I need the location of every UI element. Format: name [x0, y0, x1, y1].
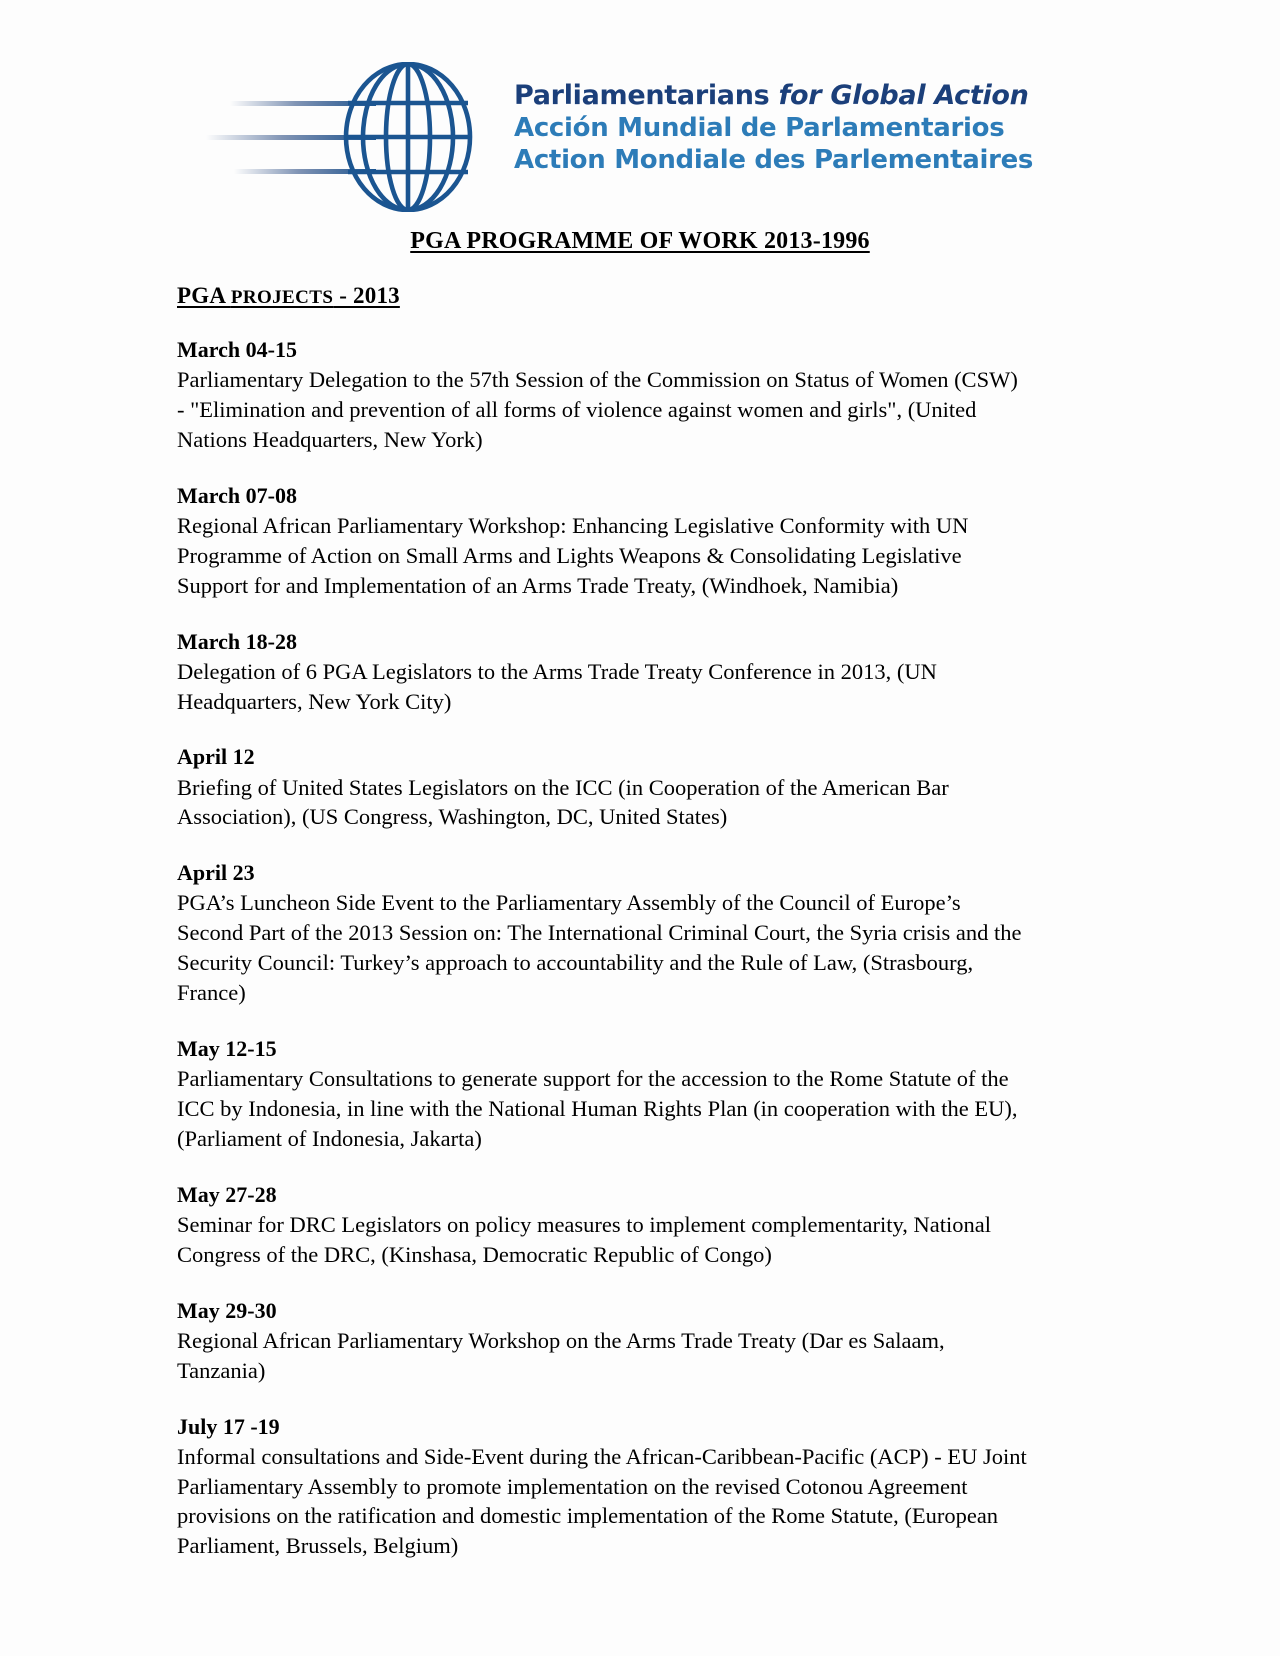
document-body [177, 283, 1029, 1587]
programme-entry [177, 742, 1029, 832]
section-heading-part1: PGA [177, 283, 231, 308]
section-heading [177, 283, 1029, 309]
programme-entry [177, 1034, 1029, 1154]
logo-line-french: Action Mondiale des Parlementaires [514, 145, 1034, 175]
page-title [0, 228, 1280, 255]
entry-description: Regional African Parliamentary Workshop on the Arms Trade Treaty (Dar es Salaam, Tanzania) [177, 1327, 945, 1383]
logo-wordmark [514, 82, 1033, 173]
entry-description: Delegation of 6 PGA Legislators to the Arms Trade Treaty Conference in 2013, (UN Headquarters, New York City) [177, 658, 937, 714]
logo-line-spanish: Acción Mundial de Parlamentarios [514, 113, 1005, 143]
programme-entry [177, 1180, 1029, 1270]
globe-logo-icon [206, 62, 506, 212]
entry-description: Informal consultations and Side-Event during the African-Caribbean-Pacific (ACP) - EU Joint Parliamentary Assembly to promote implementation on the revised Cotonou Agreement provisions on the ratification and domestic implementation of the Rome Statute, (European Parliament, Brussels, Belgium) [177, 1443, 1027, 1559]
entry-date: May 29-30 [177, 1297, 277, 1323]
entry-date: May 12-15 [177, 1036, 277, 1062]
logo-line1-part1: Parliamentarians [514, 80, 779, 111]
programme-entry [177, 627, 1029, 717]
entry-description: Briefing of United States Legislators on the ICC (in Cooperation of the American Bar Association), (US Congress, Washington, DC, United States) [177, 774, 949, 830]
programme-entry [177, 1296, 1029, 1386]
programme-entry [177, 1412, 1029, 1562]
entry-description: Seminar for DRC Legislators on policy measures to implement complementarity, National Congress of the DRC, (Kinshasa, Democratic Republic of Congo) [177, 1211, 991, 1267]
logo-line-english [514, 82, 1033, 109]
entry-date: July 17 -19 [177, 1413, 280, 1439]
entry-date: April 23 [177, 860, 255, 886]
section-heading-part3: - 2013 [333, 283, 400, 308]
entry-date: May 27-28 [177, 1181, 277, 1207]
programme-entry [177, 858, 1029, 1008]
entry-description: Regional African Parliamentary Workshop: Enhancing Legislative Conformity with UN Programme of Action on Small Arms and Lights Weapons & Consolidating Legislative Support for and Implementation of an Arms Trade Treaty, (Windhoek, Namibia) [177, 512, 969, 598]
programme-entry [177, 335, 1029, 455]
entry-description: PGA’s Luncheon Side Event to the Parliamentary Assembly of the Council of Europe’s Second Part of the 2013 Session on: The International Criminal Court, the Syria crisis and the Security Council: Turkey’s approach to accountability and the Rule of Law, (Strasbourg, France) [177, 890, 1022, 1006]
section-heading-part2: PROJECTS [230, 287, 334, 308]
entry-description: Parliamentary Consultations to generate support for the accession to the Rome Statute of the ICC by Indonesia, in line with the National Human Rights Plan (in cooperation with the EU), (Parliament of Indonesia, Jakarta) [177, 1066, 1018, 1151]
entry-date: March 04-15 [177, 337, 297, 362]
entry-date: March 07-08 [177, 482, 297, 508]
logo-line1-part2: for Global Action [778, 80, 1029, 111]
programme-entry [177, 481, 1029, 601]
entry-date: March 18-28 [177, 628, 297, 654]
entry-description: Parliamentary Delegation to the 57th Session of the Commission on Status of Women (CSW) - "Elimination and prevention of all forms of violence against women and girls", (United Nations Headquarters, New York) [177, 367, 1018, 452]
page-title-text: PGA PROGRAMME OF WORK 2013-1996 [410, 228, 870, 254]
entry-date: April 12 [177, 744, 255, 770]
organization-logo [206, 62, 1036, 212]
